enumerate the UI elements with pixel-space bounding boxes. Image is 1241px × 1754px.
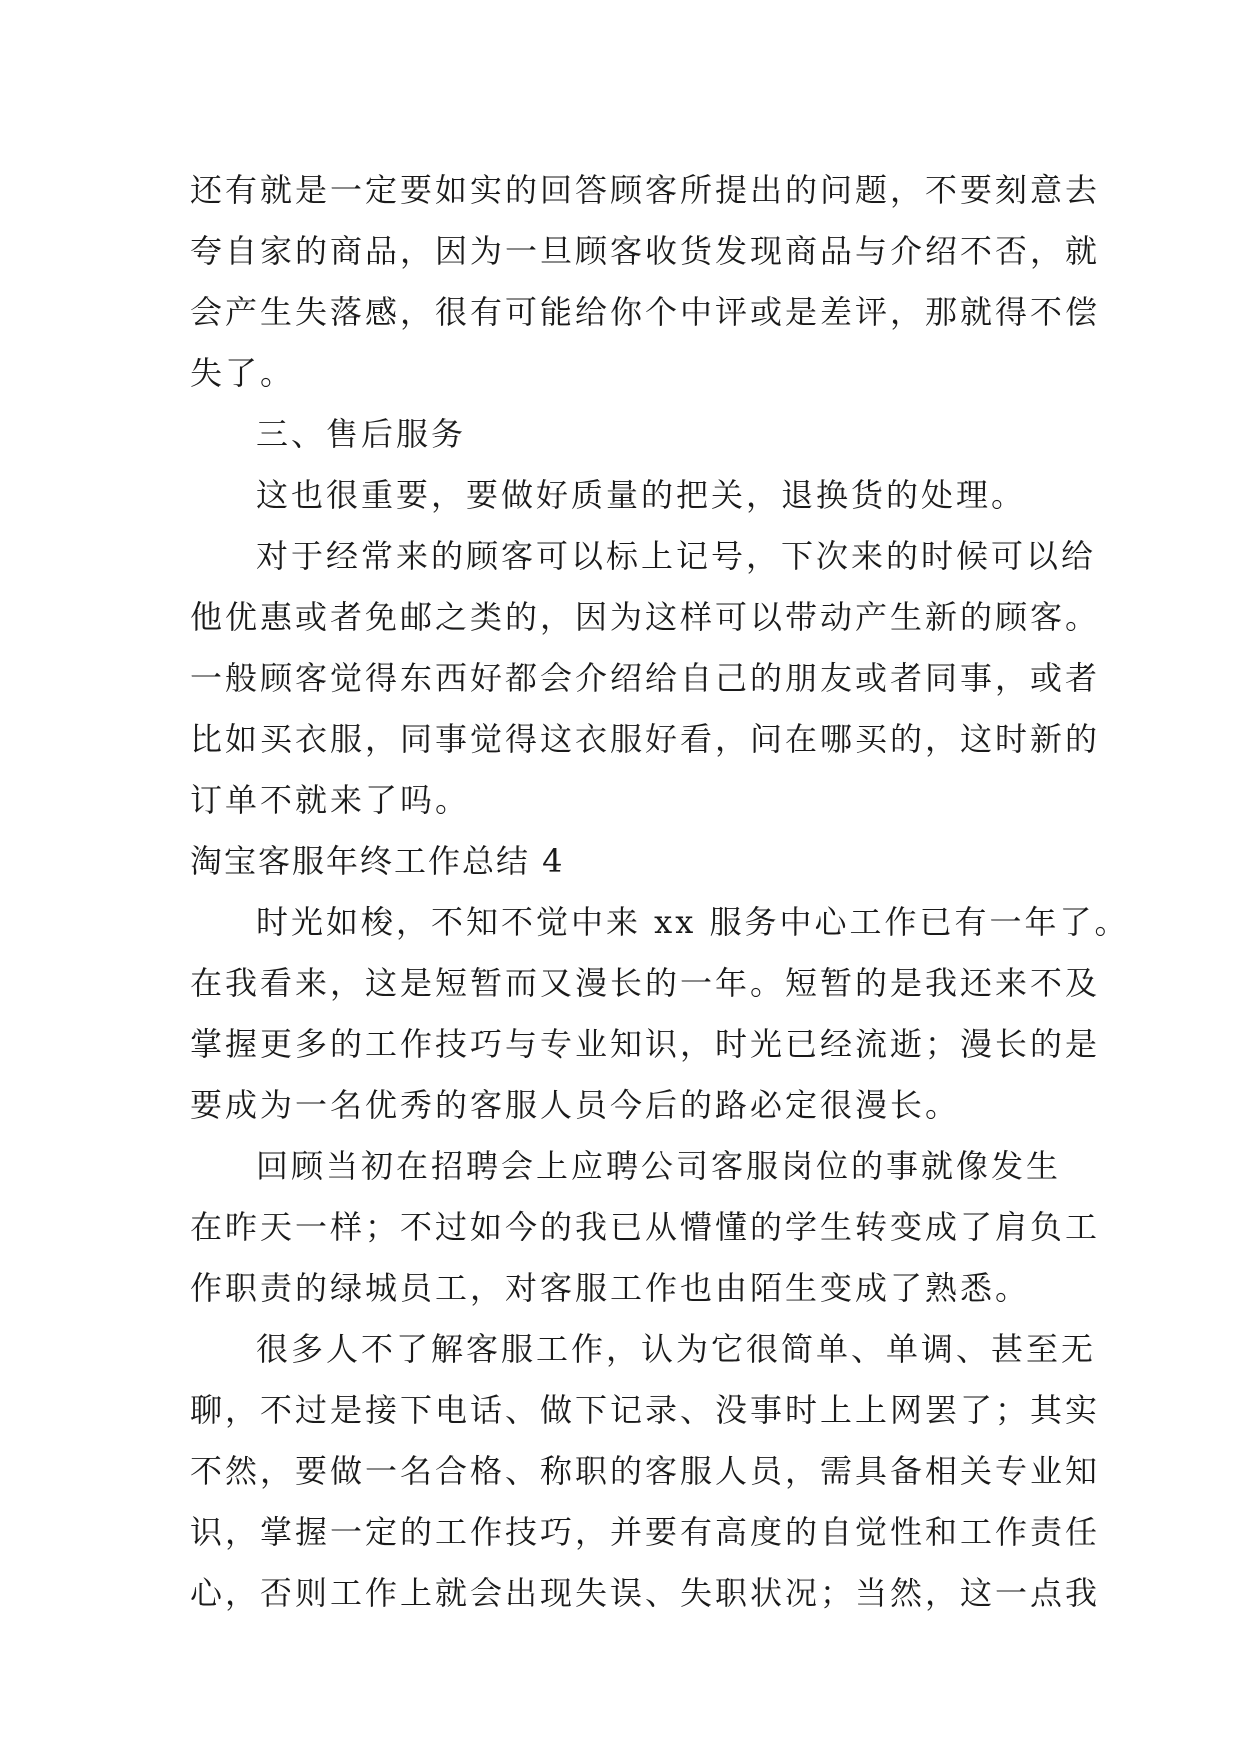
paragraph-line: 这也很重要，要做好质量的把关，退换货的处理。 [256,476,1027,514]
paragraph-line: 在我看来，这是短暂而又漫长的一年。短暂的是我还来不及 [190,964,1101,1002]
paragraph-line: 心，否则工作上就会出现失误、失职状况；当然，这一点我 [190,1574,1101,1612]
paragraph-line: 失了。 [190,354,296,392]
section-heading: 三、售后服务 [256,415,467,453]
paragraph-line: 识，掌握一定的工作技巧，并要有高度的自觉性和工作责任 [190,1513,1101,1551]
paragraph-line: 不然，要做一名合格、称职的客服人员，需具备相关专业知 [190,1452,1101,1490]
paragraph-line: 在昨天一样；不过如今的我已从懵懂的学生转变成了肩负工 [190,1208,1101,1246]
document-body [190,160,1130,1624]
paragraph-line: 作职责的绿城员工，对客服工作也由陌生变成了熟悉。 [190,1269,1031,1307]
paragraph-line: 对于经常来的顾客可以标上记号，下次来的时候可以给 [256,537,1097,575]
paragraph-line: 他优惠或者免邮之类的，因为这样可以带动产生新的顾客。 [190,598,1101,636]
paragraph-line: 比如买衣服，同事觉得这衣服好看，问在哪买的，这时新的 [190,720,1101,758]
paragraph-line: 夸自家的商品，因为一旦顾客收货发现商品与介绍不否，就 [190,232,1101,270]
paragraph-line: 会产生失落感，很有可能给你个中评或是差评，那就得不偿 [190,293,1101,331]
paragraph-line: 掌握更多的工作技巧与专业知识，时光已经流逝；漫长的是 [190,1025,1101,1063]
paragraph-line: 还有就是一定要如实的回答顾客所提出的问题，不要刻意去 [190,171,1101,209]
document-title: 淘宝客服年终工作总结 4 [190,842,565,880]
paragraph-line: 回顾当初在招聘会上应聘公司客服岗位的事就像发生 [256,1147,1062,1185]
paragraph-line: 一般顾客觉得东西好都会介绍给自己的朋友或者同事，或者 [190,659,1101,697]
paragraph-line: 订单不就来了吗。 [190,781,471,819]
paragraph-line: 聊，不过是接下电话、做下记录、没事时上上网罢了；其实 [190,1391,1101,1429]
paragraph-line: 要成为一名优秀的客服人员今后的路必定很漫长。 [190,1086,961,1124]
paragraph-line: 很多人不了解客服工作，认为它很简单、单调、甚至无 [256,1330,1097,1368]
paragraph-line: 时光如梭，不知不觉中来 xx 服务中心工作已有一年了。 [256,903,1130,941]
